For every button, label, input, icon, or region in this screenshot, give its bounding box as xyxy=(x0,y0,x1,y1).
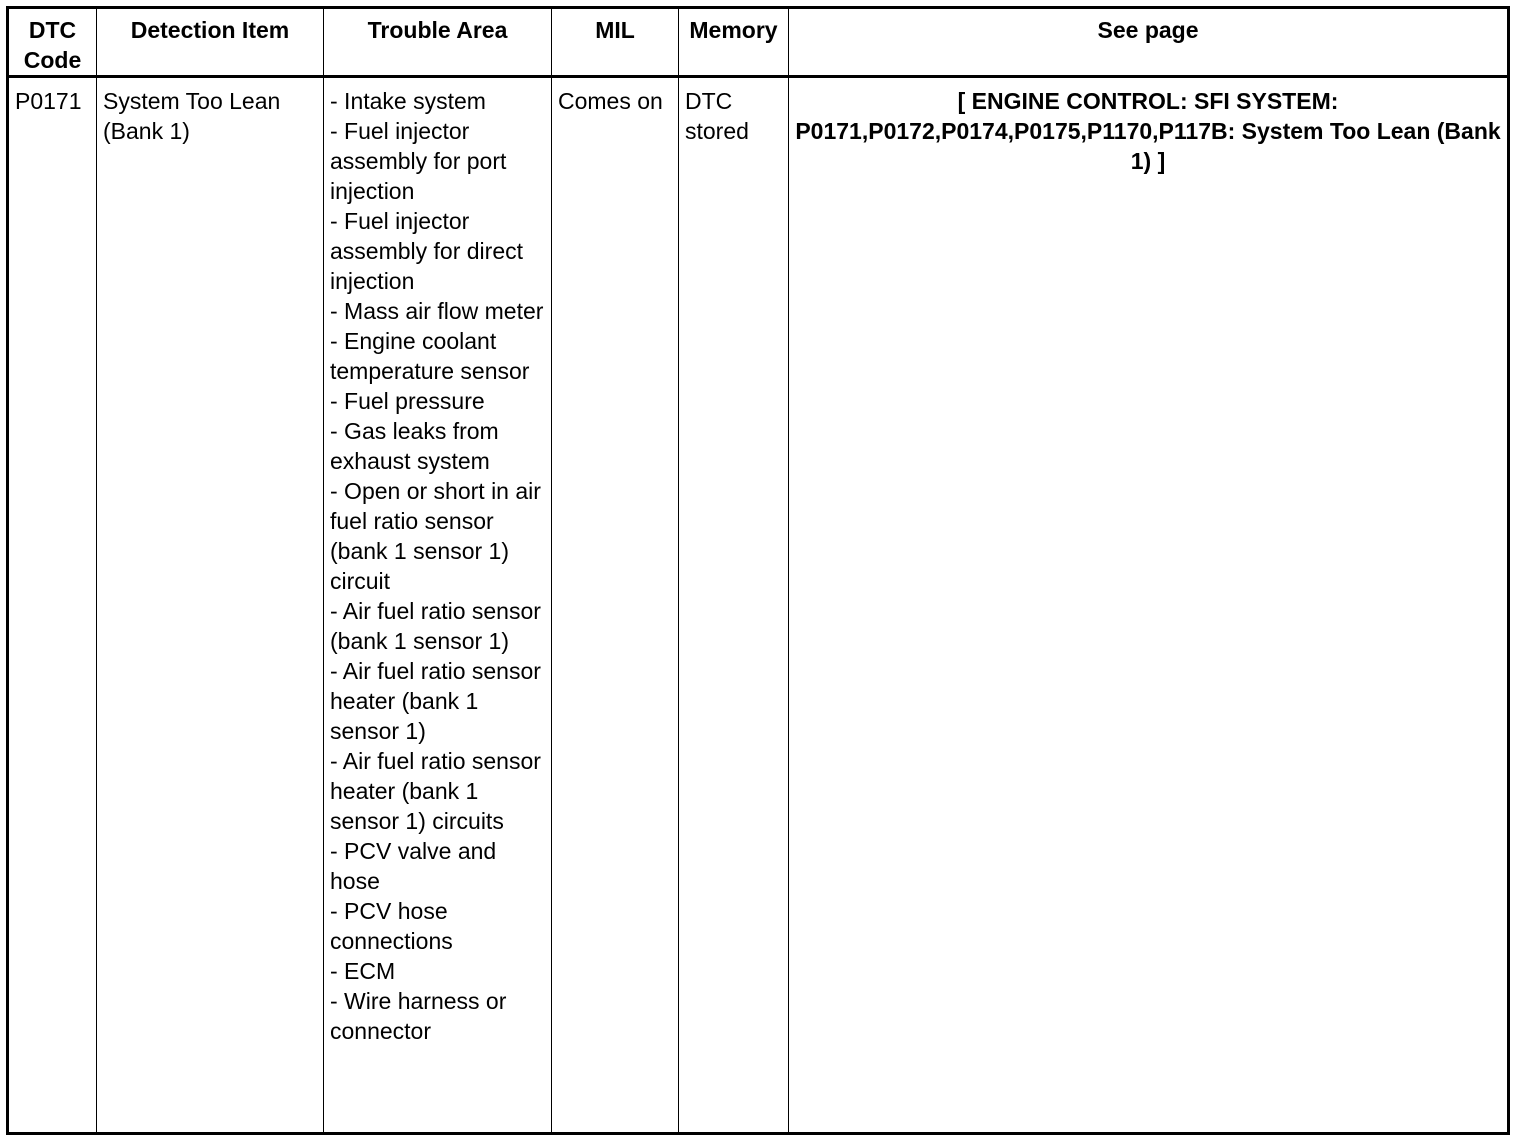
header-see-page: See page xyxy=(789,8,1509,77)
trouble-area-item: - PCV valve and hose xyxy=(330,838,497,894)
trouble-area-item: - ECM xyxy=(330,958,396,984)
header-detection-item: Detection Item xyxy=(97,8,324,77)
header-trouble-area: Trouble Area xyxy=(324,8,552,77)
trouble-area-item: - Mass air flow meter xyxy=(330,298,544,324)
table-row xyxy=(8,77,1509,1134)
header-mil: MIL xyxy=(552,8,679,77)
trouble-area-item: - Air fuel ratio sensor heater (bank 1 sensor 1) xyxy=(330,658,541,744)
trouble-area-item: - Air fuel ratio sensor (bank 1 sensor 1) xyxy=(330,598,541,654)
header-row xyxy=(8,8,1509,77)
dtc-table xyxy=(6,6,1510,1135)
cell-mil: Comes on xyxy=(552,77,679,1134)
cell-dtc-code: P0171 xyxy=(8,77,97,1134)
cell-trouble-area xyxy=(324,77,552,1134)
trouble-area-item: - Fuel pressure xyxy=(330,388,485,414)
cell-memory: DTC stored xyxy=(679,77,789,1134)
see-page-link[interactable]: [ ENGINE CONTROL: SFI SYSTEM: P0171,P0172,P0174,P0175,P1170,P117B: System Too Lean (Bank 1) ] xyxy=(789,77,1509,1134)
cell-detection-item: System Too Lean (Bank 1) xyxy=(97,77,324,1134)
trouble-area-item: - Wire harness or connector xyxy=(330,988,507,1044)
trouble-area-item: - PCV hose connections xyxy=(330,898,453,954)
header-dtc-code: DTC Code xyxy=(8,8,97,77)
trouble-area-item: - Fuel injector assembly for port injection xyxy=(330,118,507,204)
trouble-area-item: - Gas leaks from exhaust system xyxy=(330,418,499,474)
trouble-area-item: - Intake system xyxy=(330,88,486,114)
trouble-area-item: - Engine coolant temperature sensor xyxy=(330,328,530,384)
header-memory: Memory xyxy=(679,8,789,77)
trouble-area-item: - Open or short in air fuel ratio sensor (bank 1 sensor 1) circuit xyxy=(330,478,541,594)
trouble-area-item: - Air fuel ratio sensor heater (bank 1 sensor 1) circuits xyxy=(330,748,541,834)
trouble-area-item: - Fuel injector assembly for direct injection xyxy=(330,208,524,294)
